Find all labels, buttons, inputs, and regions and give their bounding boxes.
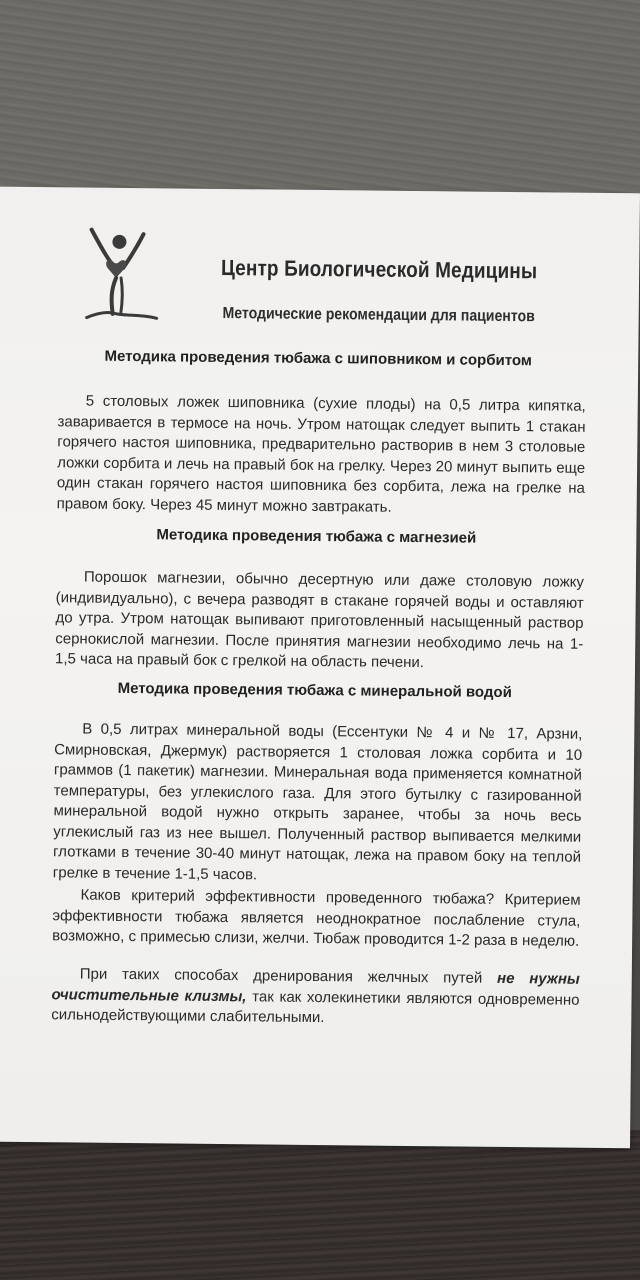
background-bottom bbox=[0, 1130, 640, 1280]
final-text-after: так как холекинетики являются одновременно сильнодействующими слабительными. bbox=[51, 987, 580, 1027]
final-paragraph bbox=[51, 964, 580, 1031]
organization-title: Центр Биологической Медицины bbox=[220, 254, 538, 284]
final-text-before: При таких способах дренирования желчных путей bbox=[79, 965, 498, 987]
section-text-magnesia: Порошок магнезии, обычно десертную или даже столовую ложку (индивидуально), с вечера разводят в стакане горячей воды и оставляют до утра. Утром натощак выпивают приготовленный насыщенный раствор сернокислой магнезии. После принятия магнезии необходимо лечь на 1-1,5 часа на правый бок с грелкой на область печени. bbox=[54, 568, 584, 672]
section-text-rosehip: 5 столовых ложек шиповника (сухие плоды) на 0,5 литра кипятка, заваривается в термосе на ночь. Утром натощак следует выпить 1 стакан горячего настоя шиповника, предварительно растворив в нем 3 столовые ложки сорбита и лечь на правый бок на грелку. Через 20 минут выпить еще один стакан горячего настоя шиповника без сорбита, лежа на грелке на правом боку. Через 45 минут можно завтракать. bbox=[56, 392, 586, 516]
document-subtitle: Методические рекомендации для пациентов bbox=[222, 304, 535, 326]
background-top bbox=[0, 0, 640, 200]
section-text-mineral-water: В 0,5 литрах минеральной воды (Ессентуки № 4 и № 17, Арзни, Смирновская, Джермук) растворяется 1 столовая ложка сорбита и 10 граммов (1 пакетик) магнезии. Минеральная вода применяется комнатной температуры, без углекислого газа. Для этого бутылку с газированной минеральной водой нужно открыть заранее, чтобы за ночь весь углекислый газ из нее вышел. Полученный раствор выпивается мелкими глотками в течение 30-40 минут натощак, лежа на правом боку на теплой грелке в течение 1-1,5 часов. bbox=[52, 720, 583, 883]
criteria-paragraph: Каков критерий эффективности проведенного тюбажа? Критерием эффективности тюбажа является неоднократное послабление стула, возможно, с примесью слизи, желчи. Тюбаж проводится 1-2 раза в неделю. bbox=[52, 886, 581, 950]
logo-icon bbox=[81, 228, 162, 324]
section-heading-magnesia: Методика проведения тюбажа с магнезией bbox=[156, 526, 477, 547]
document-sheet bbox=[0, 187, 640, 1149]
final-text-emphasis: не нужны очистительные клизмы, bbox=[51, 969, 580, 1005]
section-heading-mineral-water: Методика проведения тюбажа с минеральной водой bbox=[117, 679, 512, 702]
section-heading-rosehip: Методика проведения тюбажа с шиповником и сорбитом bbox=[104, 347, 533, 370]
